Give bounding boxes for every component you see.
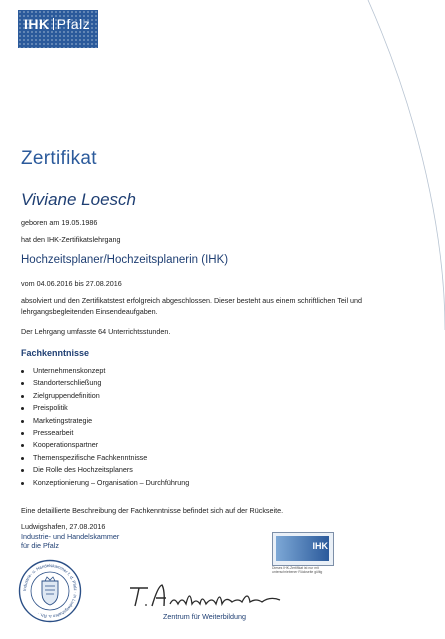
course-dates: vom 04.06.2016 bis 27.08.2016: [21, 279, 122, 288]
knowledge-list: [21, 365, 189, 489]
svg-text:Industrie- u. Handelskammer f.: Industrie- u. Handelskammer f. d. Pfalz · in Ludwigshafen a. Rh. ·: [21, 562, 79, 620]
detail-note: Eine detaillierte Beschreibung der Fachkenntnisse befindet sich auf der Rückseite.: [21, 506, 284, 515]
issuer-block: [21, 522, 119, 551]
place-date: Ludwigshafen, 27.08.2016: [21, 522, 106, 531]
bullet-icon: [21, 407, 24, 410]
ihk-certificate-badge: [272, 532, 334, 566]
list-item: Pressearbeit: [21, 427, 189, 439]
course-name: Hochzeitsplaner/Hochzeitsplanerin (IHK): [21, 254, 229, 266]
org-line-2: für die Pfalz: [21, 541, 59, 550]
bullet-icon: [21, 482, 24, 485]
list-item: Standorterschließung: [21, 377, 189, 389]
certificate-title: Zertifikat: [21, 148, 97, 169]
recipient-name: Viviane Loesch: [21, 190, 136, 209]
bullet-icon: [21, 432, 24, 435]
list-item: Themenspezifische Fachkenntnisse: [21, 452, 189, 464]
bullet-icon: [21, 395, 24, 398]
list-item: Preispolitik: [21, 402, 189, 414]
list-item: Zielgruppendefinition: [21, 390, 189, 402]
official-seal-icon: [18, 559, 82, 623]
list-item: Kooperationspartner: [21, 439, 189, 451]
birth-date-line: geboren am 19.05.1986: [21, 218, 98, 227]
bullet-icon: [21, 469, 24, 472]
bullet-icon: [21, 370, 24, 373]
list-item: Konzeptionierung – Organisation – Durchführung: [21, 477, 189, 489]
bullet-icon: [21, 382, 24, 385]
org-line-1: Industrie- und Handelskammer: [21, 531, 120, 541]
badge-label: IHK: [312, 541, 328, 551]
knowledge-heading: Fachkenntnisse: [21, 348, 90, 358]
completion-text: absolviert und den Zertifikatstest erfolgreich abgeschlossen. Dieser besteht aus einem schriftlichen Teil und lehrgangsbegleitenden Einsendeaufgaben.: [21, 296, 363, 316]
bullet-icon: [21, 444, 24, 447]
department-name: Zentrum für Weiterbildung: [163, 612, 246, 621]
logo-brand: IHK: [24, 16, 50, 32]
signature-icon: [122, 580, 292, 612]
bullet-icon: [21, 457, 24, 460]
list-item: Marketingstrategie: [21, 415, 189, 427]
bullet-icon: [21, 420, 24, 423]
list-item: Die Rolle des Hochzeitsplaners: [21, 464, 189, 476]
ihk-logo: [18, 10, 134, 48]
badge-note: Dieses IHK-Zertifikat ist nur mit unterschriebener Rückseite gültig: [272, 566, 323, 574]
logo-region: Pfalz: [56, 16, 91, 32]
list-item: Unternehmenskonzept: [21, 365, 189, 377]
hours-line: Der Lehrgang umfasste 64 Unterrichtsstunden.: [21, 327, 171, 336]
course-intro: hat den IHK-Zertifikatslehrgang: [21, 235, 121, 244]
